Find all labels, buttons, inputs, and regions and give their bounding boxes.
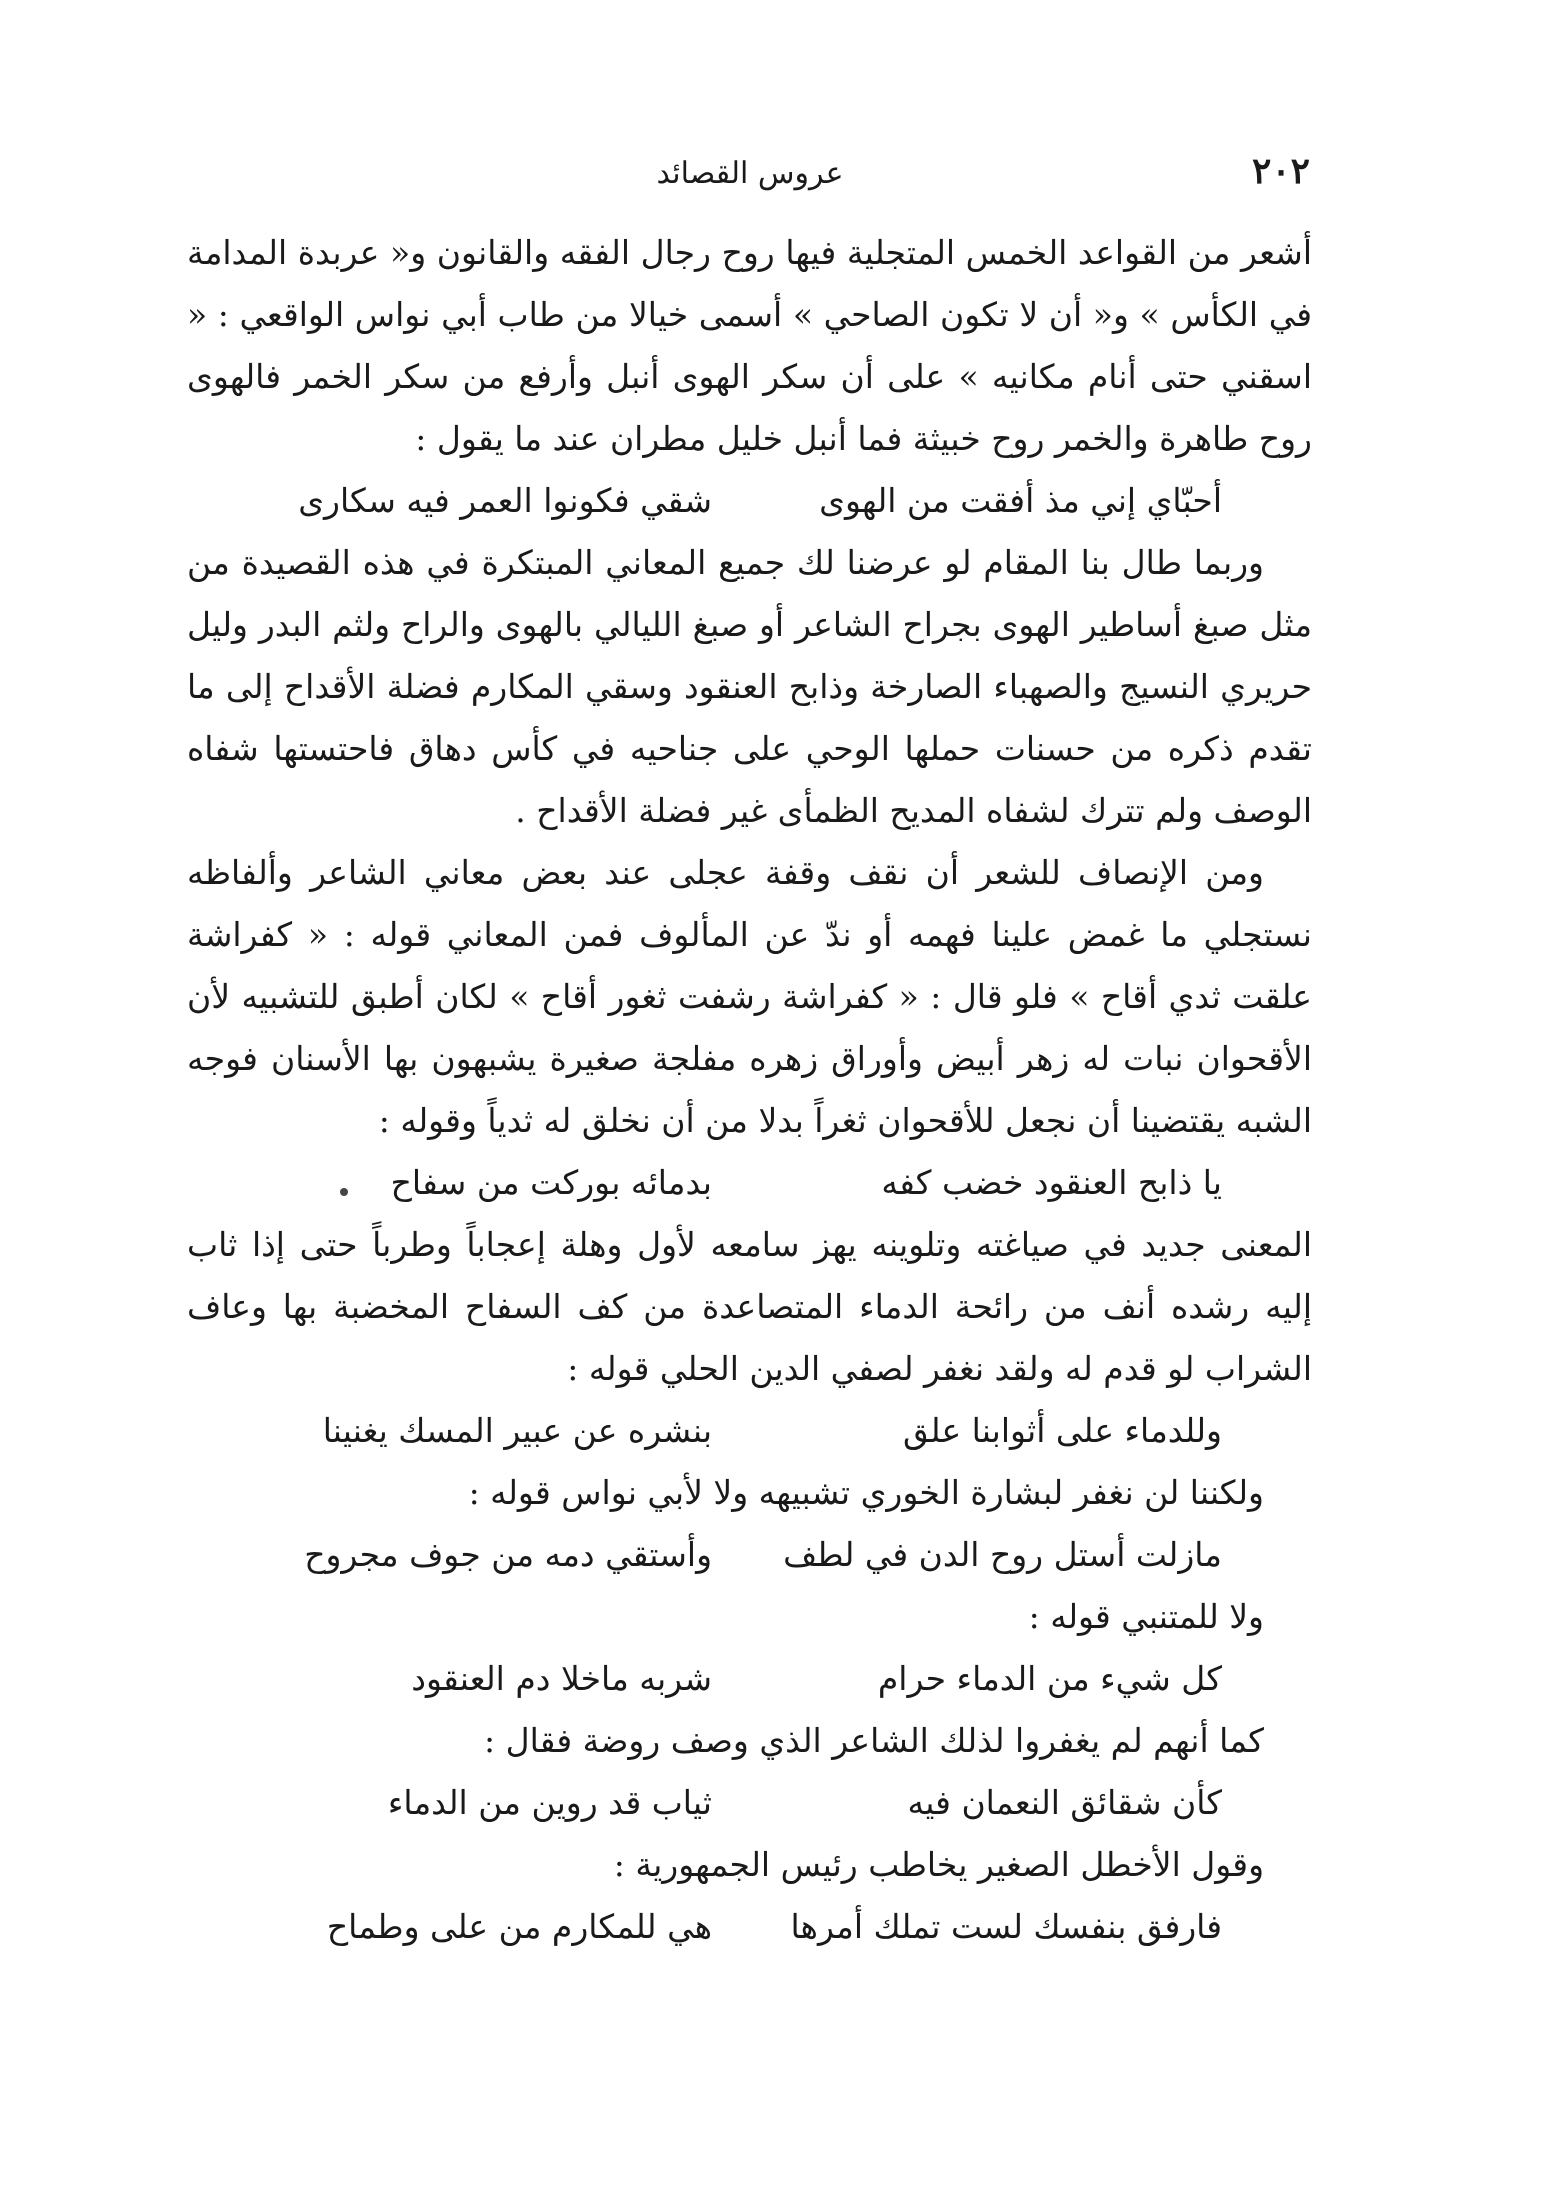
verse-2 bbox=[187, 1152, 1312, 1214]
print-speck bbox=[340, 1188, 348, 1196]
paragraph-2: وربما طال بنا المقام لو عرضنا لك جميع المعاني المبتكرة في هذه القصيدة من مثل صبغ أساطير الهوى بجراح الشاعر أو صبغ الليالي بالهوى والراح ولثم البدر وليل حريري النسيج والصهباء الصارخة وذابح العنقود وسقي المكارم فضلة الأقداح إلى ما تقدم ذكره من حسنات حملها الوحي على جناحيه في كأس دهاق فاحتستها شفاه الوصف ولم تترك لشفاه المديح الظمأى غير فضلة الأقداح . bbox=[187, 543, 1312, 830]
verse-6-second-hemistich: ثياب قد روين من الدماء bbox=[387, 1783, 712, 1822]
verse-2-second-hemistich: بدمائه بوركت من سفاح bbox=[390, 1163, 712, 1202]
paragraph-6: ولا للمتنبي قوله : bbox=[1028, 1597, 1264, 1636]
verse-6-first-hemistich: كأن شقائق النعمان فيه bbox=[907, 1783, 1222, 1822]
verse-7 bbox=[187, 1896, 1312, 1958]
page-header bbox=[190, 150, 1310, 210]
verse-2-first-hemistich: يا ذابح العنقود خضب كفه bbox=[881, 1163, 1222, 1202]
verse-1-first-hemistich: أحبّاي إني مذ أفقت من الهوى bbox=[819, 481, 1222, 520]
verse-4-first-hemistich: مازلت أستل روح الدن في لطف bbox=[783, 1535, 1222, 1574]
verse-6 bbox=[187, 1772, 1312, 1834]
verse-3-first-hemistich: وللدماء على أثوابنا علق bbox=[903, 1411, 1222, 1450]
verse-5-second-hemistich: شربه ماخلا دم العنقود bbox=[411, 1659, 712, 1698]
verse-4-second-hemistich: وأستقي دمه من جوف مجروح bbox=[304, 1535, 712, 1574]
verse-1-second-hemistich: شقي فكونوا العمر فيه سكارى bbox=[298, 481, 712, 520]
paragraph-4: المعنى جديد في صياغته وتلوينه يهز سامعه لأول وهلة إعجاباً وطرباً حتى إذا ثاب إليه رشده أنف من رائحة الدماء المتصاعدة من كف السفاح المخضبة بها وعاف الشراب لو قدم له ولقد نغفر لصفي الدين الحلي قوله : bbox=[187, 1225, 1312, 1388]
verse-5 bbox=[187, 1648, 1312, 1710]
paragraph-7: كما أنهم لم يغفروا لذلك الشاعر الذي وصف روضة فقال : bbox=[484, 1721, 1264, 1760]
verse-3-second-hemistich: بنشره عن عبير المسك يغنينا bbox=[322, 1411, 712, 1450]
verse-1 bbox=[187, 470, 1312, 532]
page-body bbox=[187, 222, 1312, 1958]
paragraph-5: ولكننا لن نغفر لبشارة الخوري تشبيهه ولا لأبي نواس قوله : bbox=[468, 1473, 1264, 1512]
paragraph-1: أشعر من القواعد الخمس المتجلية فيها روح رجال الفقه والقانون و« عربدة المدامة في الكأس » و« أن لا تكون الصاحي » أسمى خيالا من طاب أبي نواس الواقعي : « اسقني حتى أنام مكانيه » على أن سكر الهوى أنبل وأرفع من سكر الخمر فالهوى روح طاهرة والخمر روح خبيثة فما أنبل خليل مطران عند ما يقول : bbox=[187, 233, 1312, 458]
running-title: عروس القصائد bbox=[656, 156, 844, 191]
page-number: ٢٠٢ bbox=[1251, 150, 1310, 192]
paragraph-3: ومن الإنصاف للشعر أن نقف وقفة عجلى عند بعض معاني الشاعر وألفاظه نستجلي ما غمض علينا فهمه أو ندّ عن المألوف فمن المعاني قوله : « كفراشة علقت ثدي أقاح » فلو قال : « كفراشة رشفت ثغور أقاح » لكان أطبق للتشبيه لأن الأقحوان نبات له زهر أبيض وأوراق زهره مفلجة صغيرة يشبهون بها الأسنان فوجه الشبه يقتضينا أن نجعل للأقحوان ثغراً بدلا من أن نخلق له ثدياً وقوله : bbox=[187, 853, 1312, 1140]
paragraph-8: وقول الأخطل الصغير يخاطب رئيس الجمهورية : bbox=[613, 1845, 1264, 1884]
verse-3 bbox=[187, 1400, 1312, 1462]
verse-7-first-hemistich: فارفق بنفسك لست تملك أمرها bbox=[790, 1907, 1222, 1946]
verse-5-first-hemistich: كل شيء من الدماء حرام bbox=[877, 1659, 1222, 1698]
verse-7-second-hemistich: هي للمكارم من على وطماح bbox=[326, 1907, 712, 1946]
verse-4 bbox=[187, 1524, 1312, 1586]
